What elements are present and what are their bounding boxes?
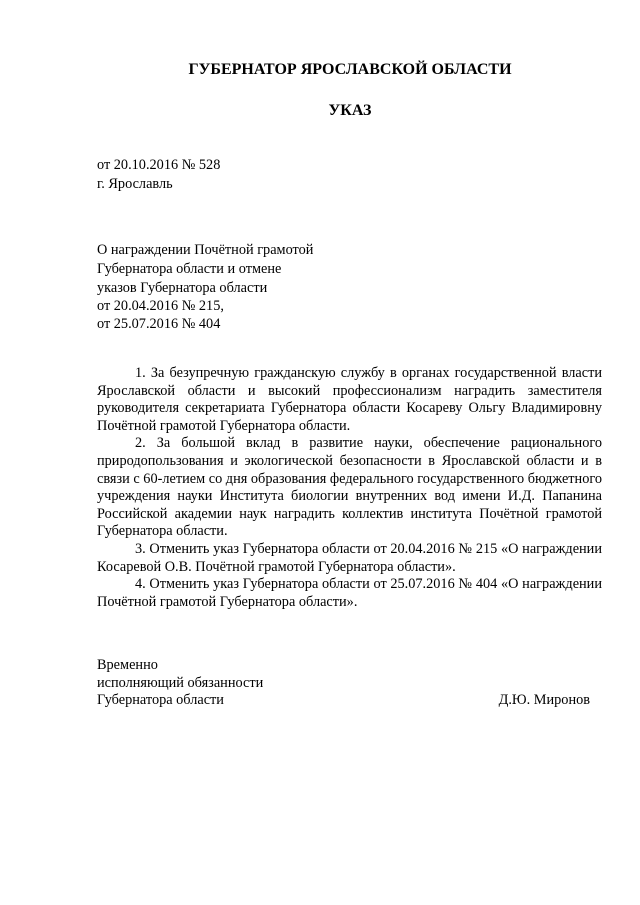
signature-position-line: Губернатора области xyxy=(97,692,224,708)
signature-position-line: Временно xyxy=(97,657,158,673)
date-number: от 20.10.2016 № 528 xyxy=(97,157,221,173)
city: г. Ярославль xyxy=(97,176,173,192)
subject-line: указов Губернатора области xyxy=(97,280,268,296)
document-type: УКАЗ xyxy=(328,102,372,119)
subject-line: от 25.07.2016 № 404 xyxy=(97,316,221,332)
subject-line: Губернатора области и отмене xyxy=(97,261,282,277)
subject-line: О награждении Почётной грамотой xyxy=(97,242,314,258)
paragraph-2: 2. За большой вклад в развитие науки, обеспечение рационального природопользования и экологической безопасности в Ярославской области и в связи с 60-летием со дня образования федерального государственного бюджетного учреждения науки Института биологии внутренних вод имени И.Д. Папанина Российской академии наук наградить коллектив института Почётной грамотой Губернатора области. xyxy=(97,435,602,540)
subject-line: от 20.04.2016 № 215, xyxy=(97,298,224,314)
signature-position-line: исполняющий обязанности xyxy=(97,675,264,691)
paragraph-4: 4. Отменить указ Губернатора области от 25.07.2016 № 404 «О награждении Почётной грамотой Губернатора области». xyxy=(97,576,602,610)
page-title: ГУБЕРНАТОР ЯРОСЛАВСКОЙ ОБЛАСТИ xyxy=(188,61,512,78)
decree-body xyxy=(97,365,602,611)
paragraph-3: 3. Отменить указ Губернатора области от 20.04.2016 № 215 «О награждении Косаревой О.В. Почётной грамотой Губернатора области». xyxy=(97,540,602,575)
signatory-name: Д.Ю. Миронов xyxy=(498,692,590,708)
paragraph-1: 1. За безупречную гражданскую службу в органах государственной власти Ярославской области и высокий профессионализм наградить заместителя руководителя секретариата Губернатора области Косареву Ольгу Владимировну Почётной грамотой Губернатора области. xyxy=(97,365,602,434)
